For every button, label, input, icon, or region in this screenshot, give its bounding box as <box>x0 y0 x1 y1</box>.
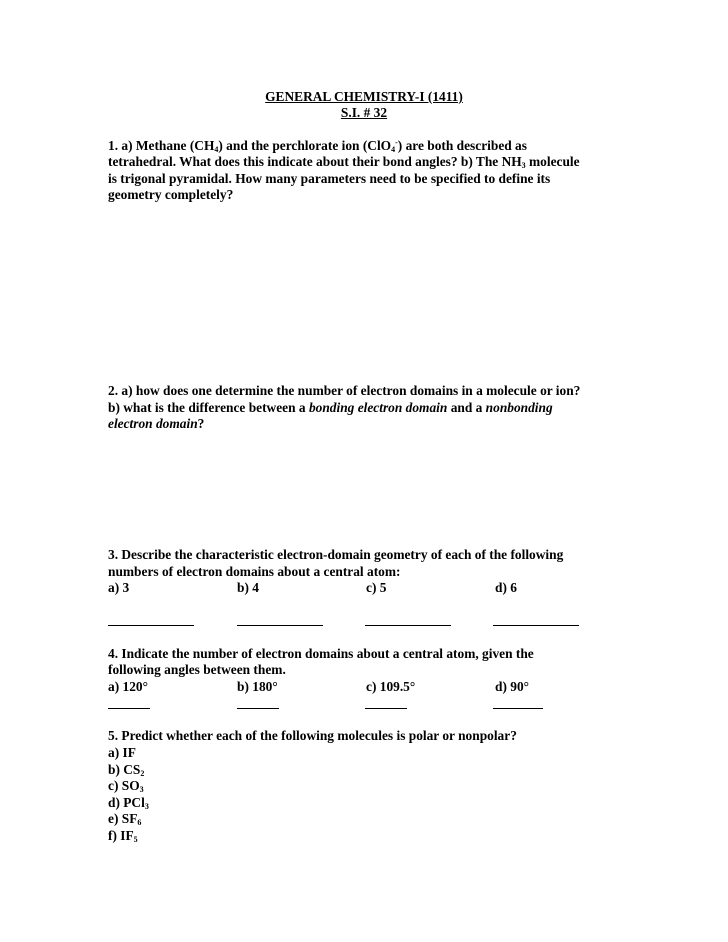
q4-option-b: b) 180° <box>237 679 278 694</box>
q1-text: molecule <box>525 154 580 169</box>
question-1-line-4: geometry completely? <box>108 187 234 202</box>
q5-item-subscript: 3 <box>139 785 144 794</box>
q1-subscript: 4 <box>214 145 219 154</box>
q4-answer-line-a <box>108 708 150 709</box>
question-3-line-1: 3. Describe the characteristic electron-domain geometry of each of the following <box>108 547 564 562</box>
q3-answer-line-b <box>237 625 323 626</box>
q4-option-c: c) 109.5° <box>366 679 416 694</box>
q1-text: tetrahedral. What does this indicate about their bond angles? b) The NH <box>108 154 522 169</box>
page-title: GENERAL CHEMISTRY-I (1411) <box>265 89 463 104</box>
question-1-line-2 <box>108 153 580 170</box>
question-3-line-2: numbers of electron domains about a central atom: <box>108 564 401 579</box>
q1-text: ) are both described as <box>397 138 527 153</box>
q5-item-subscript: 3 <box>144 802 149 811</box>
q5-item-label: f) IF <box>108 828 134 843</box>
page-subtitle: S.I. # 32 <box>340 105 388 120</box>
question-1-line-3: is trigonal pyramidal. How many parameters need to be specified to define its <box>108 171 551 186</box>
q2-text: and a <box>447 400 486 415</box>
q4-answer-line-b <box>237 708 279 709</box>
question-2-line-2 <box>108 399 553 416</box>
q2-emphasis: electron domain <box>108 416 198 431</box>
q1-text: 1. a) Methane (CH <box>108 138 215 153</box>
q5-item-label: c) SO <box>108 778 140 793</box>
question-4-line-1: 4. Indicate the number of electron domains about a central atom, given the <box>108 646 534 661</box>
q5-item-subscript: 6 <box>137 818 142 827</box>
q2-text: ? <box>197 416 205 431</box>
q1-subscript: 4 <box>391 145 396 154</box>
q5-item-subscript: 2 <box>140 769 145 778</box>
q2-emphasis: nonbonding <box>485 400 553 415</box>
q3-option-a: a) 3 <box>108 580 130 595</box>
q5-item-d <box>108 794 149 811</box>
question-5-line-1: 5. Predict whether each of the following molecules is polar or nonpolar? <box>108 728 517 743</box>
q5-item-c <box>108 777 144 794</box>
q3-answer-line-c <box>365 625 451 626</box>
q5-item-label: a) IF <box>108 745 136 760</box>
q2-text: b) what is the difference between a <box>108 400 309 415</box>
q5-item-label: b) CS <box>108 762 141 777</box>
q3-answer-line-a <box>108 625 194 626</box>
q5-item-subscript: 5 <box>133 835 138 844</box>
q4-option-d: d) 90° <box>495 679 529 694</box>
q1-subscript: 3 <box>521 161 526 170</box>
question-1-line-1 <box>108 137 527 154</box>
q1-text: ) and the perchlorate ion (ClO <box>218 138 392 153</box>
q3-option-c: c) 5 <box>366 580 387 595</box>
q5-item-e <box>108 810 141 827</box>
q2-emphasis: bonding electron domain <box>308 400 448 415</box>
q3-option-b: b) 4 <box>237 580 259 595</box>
q4-answer-line-c <box>365 708 407 709</box>
question-2-line-1: 2. a) how does one determine the number of electron domains in a molecule or ion? <box>108 383 581 398</box>
question-4-line-2: following angles between them. <box>108 662 286 677</box>
q5-item-label: e) SF <box>108 811 138 826</box>
q4-answer-line-d <box>493 708 543 709</box>
q5-item-b <box>108 761 144 778</box>
q5-item-f <box>108 827 138 844</box>
question-2-line-3 <box>108 415 204 432</box>
q3-option-d: d) 6 <box>495 580 517 595</box>
q5-item-a <box>108 744 136 761</box>
q1-superscript: - <box>395 138 398 147</box>
q4-option-a: a) 120° <box>108 679 148 694</box>
q3-answer-line-d <box>493 625 579 626</box>
q5-item-label: d) PCl <box>108 795 145 810</box>
